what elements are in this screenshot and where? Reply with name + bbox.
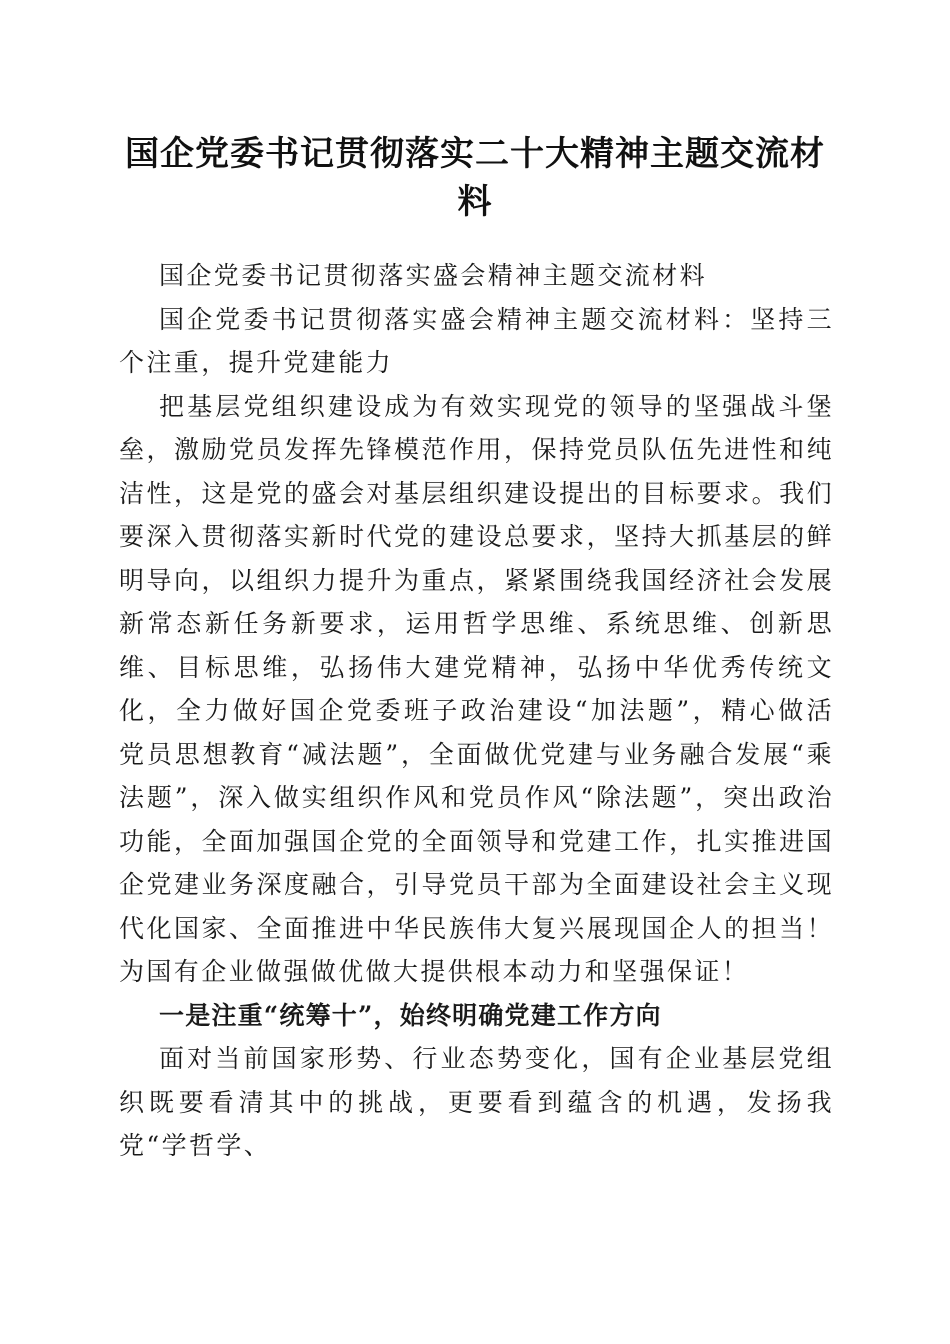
subtitle-paragraph: 国企党委书记贯彻落实盛会精神主题交流材料: [159, 261, 708, 290]
document-body: [119, 254, 834, 1168]
point-one-paragraph: 面对当前国家形势、行业态势变化，国有企业基层党组织既要看清其中的挑战，更要看到蕴含的机遇，发扬我党“学哲学、: [119, 1044, 834, 1160]
document-title: 国企党委书记贯彻落实二十大精神主题交流材料: [125, 134, 825, 222]
intro-paragraph: 把基层党组织建设成为有效实现党的领导的坚强战斗堡垒，激励党员发挥先锋模范作用，保持党员队伍先进性和纯洁性，这是党的盛会对基层组织建设提出的目标要求。我们要深入贯彻落实新时代党的建设总要求，坚持大抓基层的鲜明导向，以组织力提升为重点，紧紧围绕我国经济社会发展新常态新任务新要求，运用哲学思维、系统思维、创新思维、目标思维，弘扬伟大建党精神，弘扬中华优秀传统文化，全力做好国企党委班子政治建设“加法题”，精心做活党员思想教育“减法题”，全面做优党建与业务融合发展“乘法题”，深入做实组织作风和党员作风“除法题”，突出政治功能，全面加强国企党的全面领导和党建工作，扎实推进国企党建业务深度融合，引导党员干部为全面建设社会主义现代化国家、全面推进中华民族伟大复兴展现国企人的担当！为国有企业做强做优做大提供根本动力和坚强保证！: [119, 391, 834, 986]
section-title-paragraph: 国企党委书记贯彻落实盛会精神主题交流材料：坚持三个注重，提升党建能力: [119, 304, 834, 377]
point-one-heading: 一是注重“统筹十”，始终明确党建工作方向: [159, 1000, 662, 1030]
